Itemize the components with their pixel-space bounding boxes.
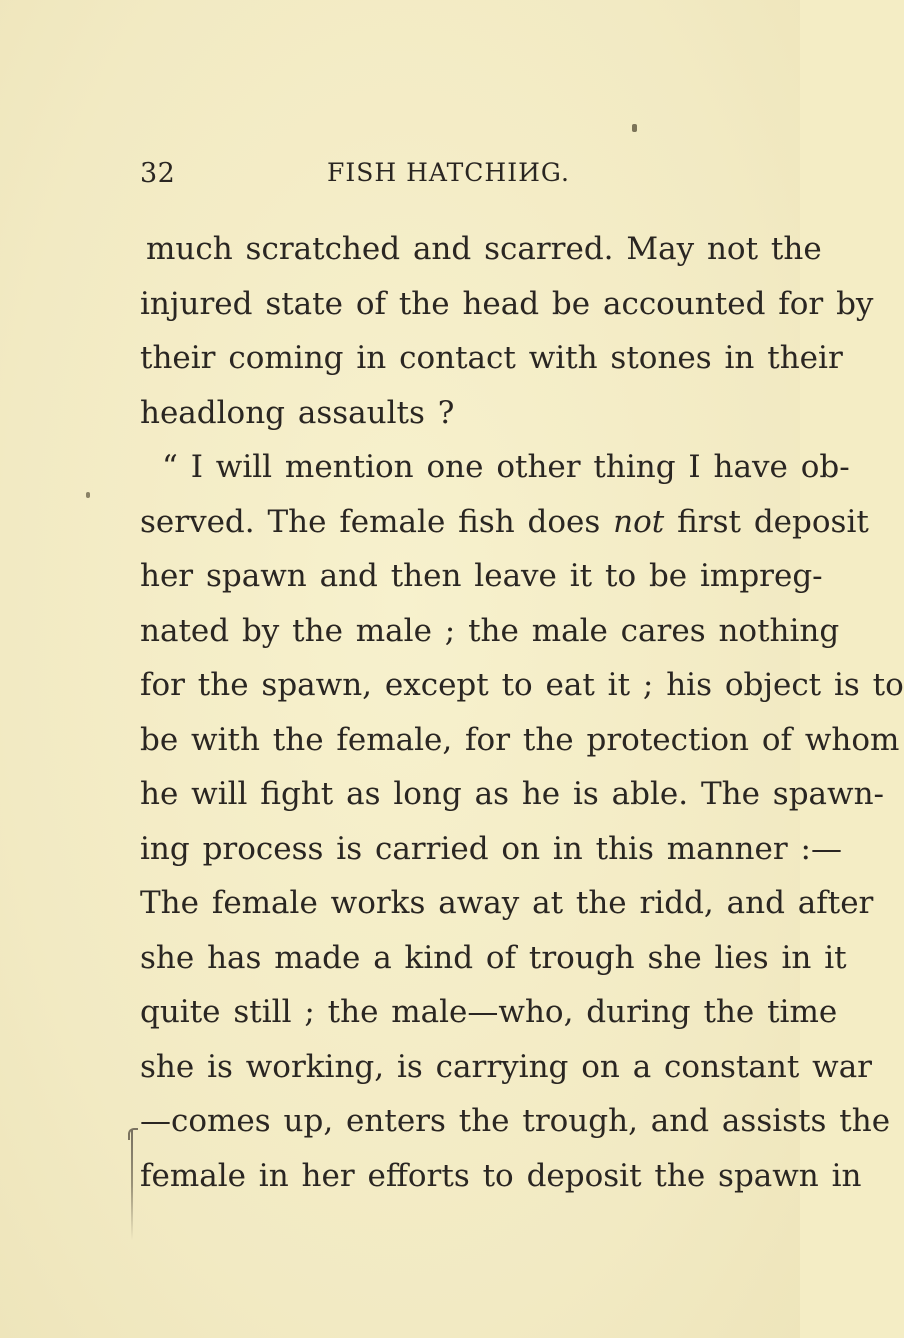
ink-mark <box>632 124 637 132</box>
text-line: injured state of the head be accounted for by <box>140 285 874 322</box>
page-edge-mark <box>128 1128 138 1140</box>
page-header <box>140 158 570 198</box>
text-line: their coming in contact with stones in their <box>140 340 843 376</box>
text-line: ing process is carried on in this manner :— <box>140 830 842 867</box>
page-edge-line <box>131 1130 133 1240</box>
text-line: served. The female fish does not first deposit <box>140 503 869 540</box>
text-line: —comes up, enters the trough, and assists the <box>140 1103 891 1139</box>
emphasis: not <box>613 503 665 540</box>
text-line: quite still ; the male—who, during the time <box>140 994 838 1030</box>
text-line: The female works away at the ridd, and after <box>140 885 874 921</box>
text-line: headlong assaults ? <box>140 394 455 431</box>
text-line: female in her efforts to deposit the spawn in <box>140 1157 862 1194</box>
text-line: she has made a kind of trough she lies in it <box>140 939 847 976</box>
body-text <box>140 222 904 1203</box>
text-line: her spawn and then leave it to be impreg- <box>140 558 823 594</box>
text-line: much scratched and scarred. May not the <box>146 231 822 267</box>
text-line: “ I will mention one other thing I have ob- <box>162 449 850 485</box>
text-line: be with the female, for the protection of whom <box>140 721 900 758</box>
text-line: for the spawn, except to eat it ; his object is to <box>140 667 904 703</box>
text-line: he will fight as long as he is able. The spawn- <box>140 776 885 812</box>
page-number: 32 <box>140 158 176 189</box>
text-line: nated by the male ; the male cares nothing <box>140 612 840 649</box>
text-line: she is working, is carrying on a constant war <box>140 1048 873 1085</box>
running-title: FISH HATCHIИG. <box>327 158 570 187</box>
margin-speck <box>86 492 90 498</box>
